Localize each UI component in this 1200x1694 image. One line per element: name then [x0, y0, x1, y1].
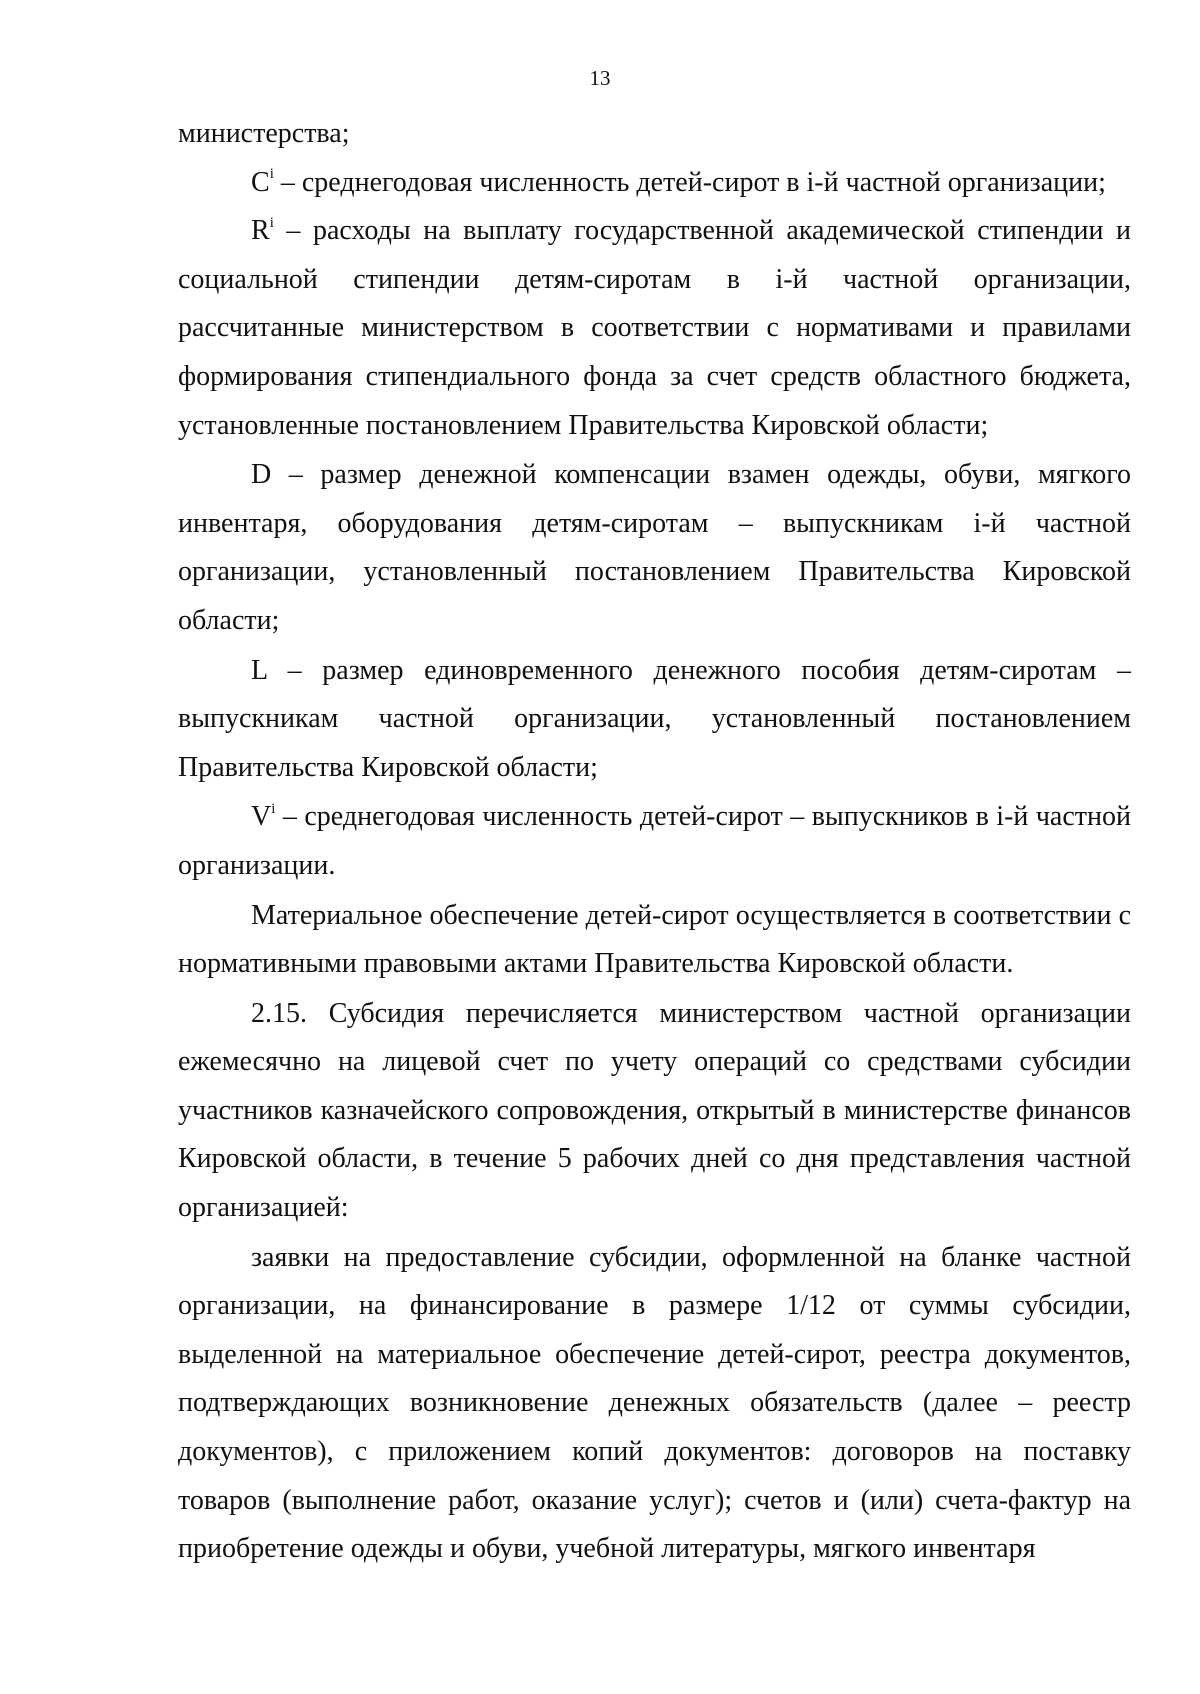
- formula-symbol-c: C: [251, 166, 270, 198]
- superscript-i: i: [269, 214, 274, 231]
- formula-symbol-v: V: [251, 801, 272, 833]
- definition-text: – среднегодовая численность детей-сирот в i-й частной организации;: [273, 166, 1106, 198]
- definition-text: – расходы на выплату государственной академической стипендии и социальной стипендии детям-сиротам в i-й частной организации, рассчитанные министерством в соответствии с нормативами и правилами формирования стипендиального фонда за счет средств областного бюджета, установленные постановлением Правительства Кировской области;: [178, 215, 1131, 441]
- paragraph-ministry-continuation: министерства;: [178, 118, 350, 149]
- paragraph-v-definition: [178, 793, 1131, 890]
- paragraph-2-15: 2.15. Субсидия перечисляется министерством частной организации ежемесячно на лицевой счет по учету операций со средствами субсидии участников казначейского сопровождения, открытый в министерстве финансов Кировской области, в течение 5 рабочих дней со дня представления частной организацией:: [178, 997, 1131, 1224]
- definition-text: – среднегодовая численность детей-сирот – выпускников в i-й частной организации.: [178, 801, 1131, 881]
- formula-symbol-r: R: [251, 215, 270, 247]
- paragraph-material-support: Материальное обеспечение детей-сирот осуществляется в соответствии с нормативными правовыми актами Правительства Кировской области.: [178, 899, 1131, 980]
- paragraph-application: заявки на предоставление субсидии, оформленной на бланке частной организации, на финансирование в размере 1/12 от суммы субсидии, выделенной на материальное обеспечение детей-сирот, реестра документов, подтверждающих возникновение денежных обязательств (далее – реестр документов), с приложением копий документов: договоров на поставку товаров (выполнение работ, оказание услуг); счетов и (или) счета-фактур на приобретение одежды и обуви, учебной литературы, мягкого инвентаря: [178, 1241, 1131, 1565]
- document-body: [178, 110, 1131, 1574]
- superscript-i: i: [269, 166, 274, 183]
- superscript-i: i: [271, 800, 276, 817]
- paragraph-l-definition: L – размер единовременного денежного пособия детям-сиротам – выпускникам частной организации, установленный постановлением Правительства Кировской области;: [178, 654, 1131, 783]
- page-number: 13: [589, 66, 611, 90]
- paragraph-r-definition: [178, 207, 1131, 450]
- paragraph-d-definition: D – размер денежной компенсации взамен одежды, обуви, мягкого инвентаря, оборудования детям-сиротам – выпускникам i-й частной организации, установленный постановлением Правительства Кировской области;: [178, 459, 1131, 636]
- paragraph-c-definition: [178, 159, 1131, 208]
